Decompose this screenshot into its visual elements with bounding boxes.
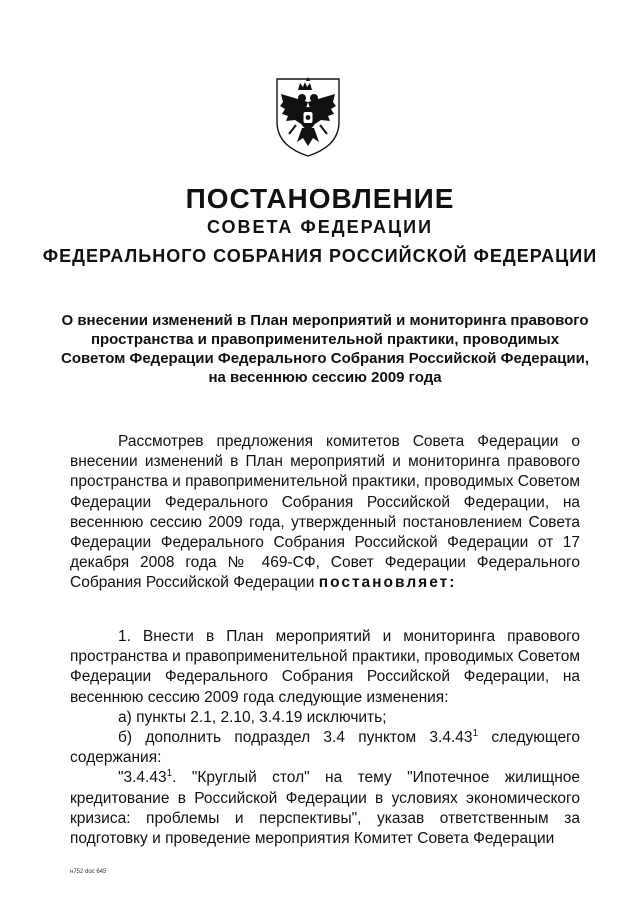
clause-1 [70, 627, 580, 849]
clause-1-item-a: а) пункты 2.1, 2.10, 3.4.19 исключить; [118, 708, 387, 726]
issuer-line-1: СОВЕТА ФЕДЕРАЦИИ [206, 217, 434, 237]
doc-reference: н752 doc 645 [70, 869, 107, 875]
quote-number: "3.4.43 [118, 769, 167, 787]
quote-text: . "Круглый стол" на тему "Ипотечное жилищное кредитование в Российской Федерации в условиях экономического кризиса: проблемы и перспективы", указав ответственным за подготовку и проведение мероприятия Комитет Совета Федерации [70, 769, 580, 848]
clause-1-intro: 1. Внести в План мероприятий и мониторинга правового пространства и правоприменительной практики, проводимых Советом Федерации Федерального Собрания Российской Федерации, на весеннюю сессию 2009 года следующие изменения: [70, 628, 580, 706]
preamble-paragraph [70, 432, 580, 594]
quote-superscript: 1 [166, 768, 173, 780]
issuer-line-2: ФЕДЕРАЛЬНОГО СОБРАНИЯ РОССИЙСКОЙ ФЕДЕРАЦИИ [42, 246, 598, 266]
document-subject: О внесении изменений в План мероприятий и мониторинга правового пространства и правоприменительной практики, проводимых Советом Федерации Федерального Собрания Российской Федерации, на весеннюю сессию 2009 года [61, 312, 589, 386]
item-b-start: б) дополнить подраздел 3.4 пунктом 3.4.43 [118, 729, 473, 747]
clause-1-quote [70, 768, 580, 849]
coat-of-arms-icon [273, 76, 343, 158]
item-b-superscript: 1 [472, 727, 479, 739]
document-title: ПОСТАНОВЛЕНИЕ [185, 183, 455, 214]
preamble-text: Рассмотрев предложения комитетов Совета Федерации о внесении изменений в План мероприятий и мониторинга правового пространства и правоприменительной практики, проводимых Советом Федерации Федерального Собрания Российской Федерации, на весеннюю сессию 2009 года, утвержденный постановлением Совета Федерации Федерального Собрания Российской Федерации от 17 декабря 2008 года № 469-СФ, Совет Федерации Федерального Собрания Российской Федерации [70, 433, 580, 592]
item-b-end: следующего содержания: [70, 729, 580, 767]
decree-word: постановляет: [318, 574, 457, 592]
clause-1-item-b [70, 728, 580, 768]
